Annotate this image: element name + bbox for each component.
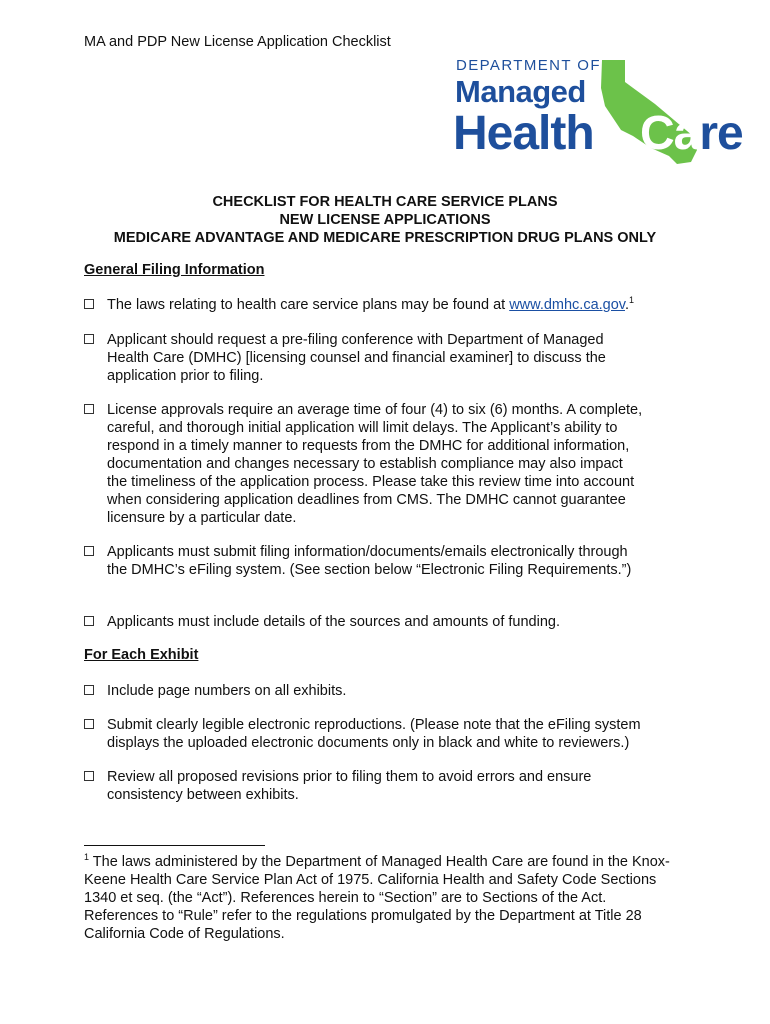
item-text-suffix: .: [624, 297, 630, 313]
for-each-exhibit-heading: For Each Exhibit: [84, 647, 199, 663]
logo-department-of: DEPARTMENT OF: [456, 57, 601, 74]
title-line-3: MEDICARE ADVANTAGE AND MEDICARE PRESCRIPTION DRUG PLANS ONLY: [113, 230, 657, 246]
logo-managed: Managed: [455, 74, 586, 109]
logo-care-ca: Ca: [640, 107, 700, 160]
checklist-item-text: License approvals require an average time of four (4) to six (6) months. A complete, careful, and thorough initial application will limit delays. The Applicant’s ability to respond in a timely manner to requests from the DMHC for additional information, documentation and changes necessary to establish compliance may also impact the timeliness of the application process. Please take this review time into account when considering application deadlines from CMS. The DMHC cannot guarantee licensure by a particular date.: [107, 402, 643, 526]
logo-care: [640, 106, 743, 161]
checkbox[interactable]: [84, 546, 94, 556]
title-line-1: CHECKLIST FOR HEALTH CARE SERVICE PLANS: [212, 194, 558, 210]
checklist-item-text: Applicants must include details of the sources and amounts of funding.: [107, 614, 560, 630]
footnote-number: 1: [84, 852, 90, 863]
document-title-block: [0, 193, 770, 247]
checkbox[interactable]: [84, 299, 94, 309]
logo-care-re: re: [699, 107, 743, 160]
dmhc-website-link[interactable]: www.dmhc.ca.gov: [509, 297, 625, 313]
checklist-item-text: Submit clearly legible electronic reproductions. (Please note that the eFiling system displays the uploaded electronic documents only in black and white to reviewers.): [107, 717, 641, 751]
dmhc-logo: [453, 56, 743, 166]
checkbox[interactable]: [84, 685, 94, 695]
checklist-item-text: [107, 296, 647, 314]
footnote-text: The laws administered by the Department of Managed Health Care are found in the Knox-Keene Health Care Service Plan Act of 1975. California Health and Safety Code Sections 1340 et seq. (the “Act”). References herein to “Section” are to Sections of the Act. References to “Rule” refer to the regulations promulgated by the Department at Title 28 California Code of Regulations.: [84, 854, 670, 942]
footnote-ref[interactable]: 1: [629, 295, 635, 306]
checkbox[interactable]: [84, 719, 94, 729]
general-filing-heading: General Filing Information: [84, 262, 265, 278]
checkbox[interactable]: [84, 771, 94, 781]
footnote-divider: [84, 845, 265, 846]
logo-health: Health: [453, 107, 594, 160]
checklist-item-text: Review all proposed revisions prior to filing them to avoid errors and ensure consistency between exhibits.: [107, 769, 592, 803]
checkbox[interactable]: [84, 404, 94, 414]
checklist-item-text: Applicant should request a pre-filing conference with Department of Managed Health Care (DMHC) [licensing counsel and financial examiner] to discuss the application prior to filing.: [107, 332, 606, 384]
page-header-title: MA and PDP New License Application Checklist: [84, 34, 391, 50]
checklist-item-text: Include page numbers on all exhibits.: [107, 683, 347, 699]
footnote: [84, 853, 684, 943]
checkbox[interactable]: [84, 334, 94, 344]
item-text-prefix: The laws relating to health care service plans may be found at: [107, 297, 510, 313]
checkbox[interactable]: [84, 616, 94, 626]
title-line-2: NEW LICENSE APPLICATIONS: [279, 212, 491, 228]
checklist-item-text: Applicants must submit filing information/documents/emails electronically through the DMHC’s eFiling system. (See section below “Electronic Filing Requirements.”): [107, 544, 632, 578]
